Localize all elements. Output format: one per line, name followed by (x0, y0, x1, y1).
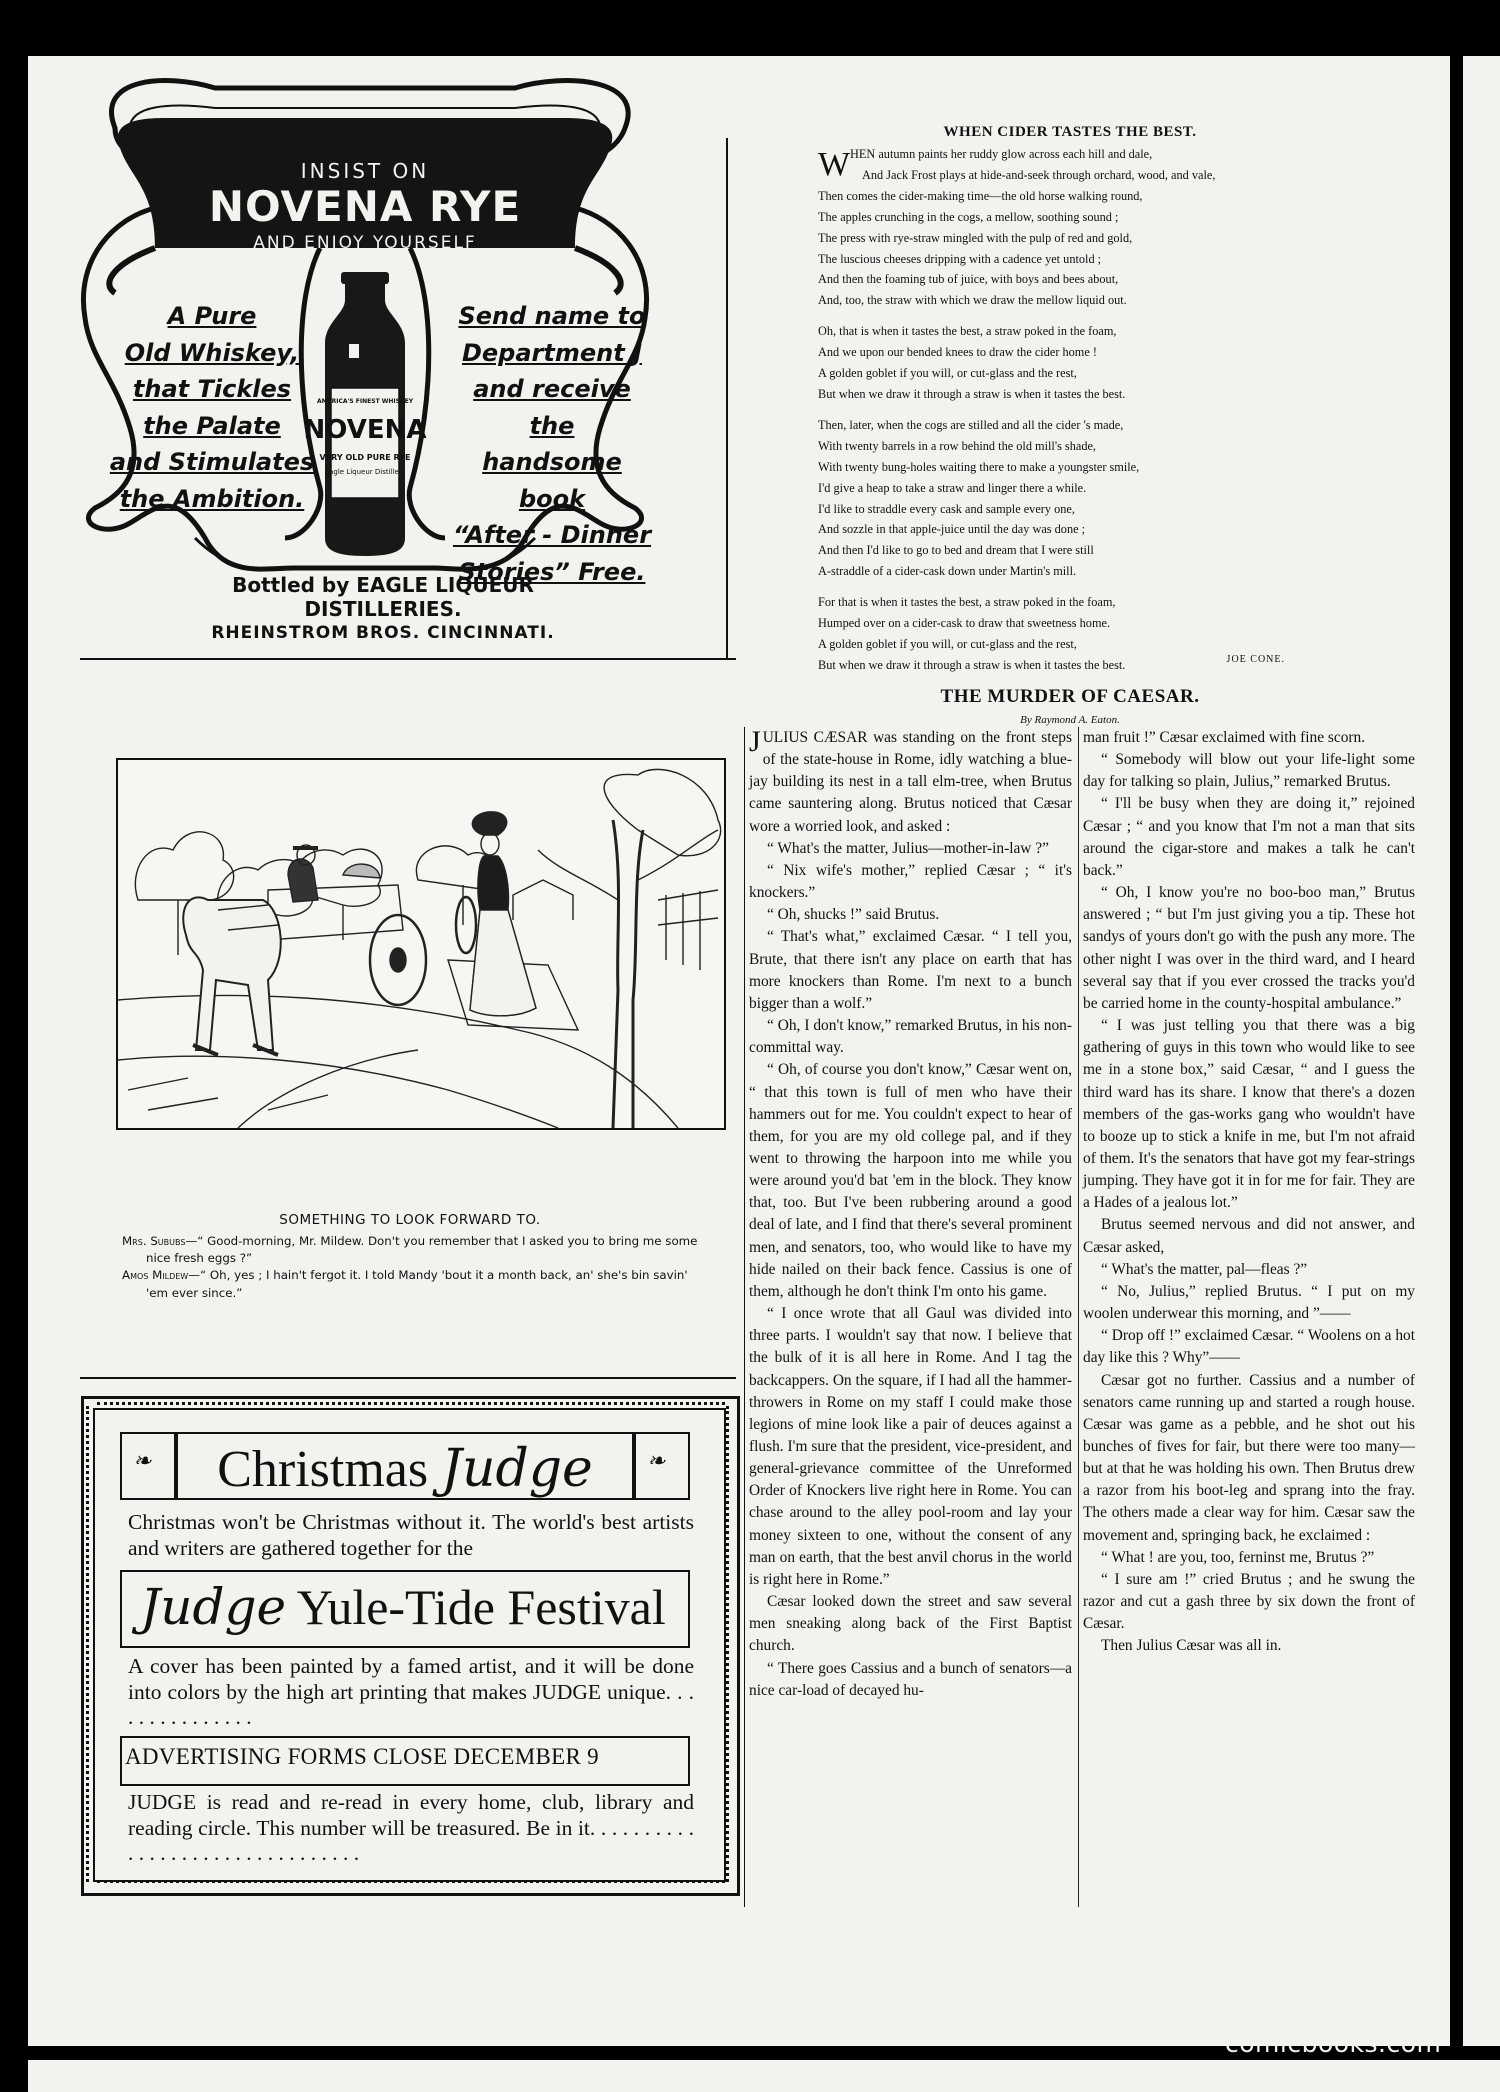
festival-text: Yule-Tide Festival (286, 1579, 666, 1635)
offer-line: “After - Dinner (452, 521, 652, 549)
speaker-dialogue: —“ Good-morning, Mr. Mildew. Don't you remember that I asked you to bring me some nice fresh eggs ?” (146, 1234, 698, 1266)
speaker-name: Amos Mildew (122, 1268, 189, 1283)
article-paragraph: Cæsar got no further. Cassius and a number of senators came running up and started a rough house. Cæsar was game as a pebble, and he shot out his bunches of fives for fair, but there were too many—but at that he was holding his own. Then Brutus drew a razor from his boot-leg and sprang into the fray. The others made a clear way for him. Cæsar saw the movement and, springing back, he exclaimed : (1083, 1371, 1415, 1544)
poem-line: For that is when it tastes the best, a straw poked in the foam, (818, 595, 1116, 610)
poem-stanza (818, 321, 1348, 405)
speaker-name: Mrs. Sububs (122, 1234, 186, 1248)
christmas-judge-title (175, 1437, 635, 1502)
bottom-page-edge (28, 2060, 1500, 2092)
poem-line: With twenty bung-holes waiting there to make a youngster smile, (818, 459, 1140, 474)
article-paragraph: “ What's the matter, Julius—mother-in-law ?” (767, 839, 1049, 857)
article-paragraph: “ I once wrote that all Gaul was divided into three parts. I wouldn't say that now. I believe that the bulk of it is all here in Rome. And I tag the backcappers. On the square, if I had all the hammer-throwers in Rome on my staff I could make those legions of mine look like a pair of deuces against a flush. I'm sure that the president, vice-president, and general-grievance committee of the Unreformed Order of Knockers live right here in Rome. You can chase around to the alley pool-room and lay your money sixteen to one, without the consent of any man on earth, that the best anvil chorus in the world is right here in Rome.” (749, 1305, 1072, 1588)
article-paragraph: Then Julius Cæsar was all in. (1101, 1637, 1282, 1655)
poem-body (818, 144, 1348, 686)
novena-rye-ad (55, 68, 675, 643)
bottle-label-line-4: Eagle Liqueur Distillers (324, 468, 406, 476)
slogan-line: and Stimulates (109, 448, 315, 476)
article-paragraph: Cæsar looked down the street and saw several men sneaking along back of the First Baptist church. (749, 1593, 1072, 1655)
article-title: THE MURDER OF CAESAR. (940, 686, 1200, 707)
article-paragraph: “ I'll be busy when they are doing it,” rejoined Cæsar ; “ and you know that I'm not a man that sits around the cigar-store and makes a talk he can't back.” (1083, 795, 1415, 879)
title-text: Christmas (217, 1441, 442, 1498)
offer-line: and receive the (473, 375, 631, 440)
column-rule (726, 138, 728, 658)
article-paragraph: Brutus seemed nervous and did not answer, and Cæsar asked, (1083, 1216, 1415, 1256)
poem-line: I'd like to straddle every cask and sample every one, (818, 501, 1075, 516)
poem-line: Then comes the cider-making time—the old horse walking round, (818, 188, 1143, 203)
poem-line: A golden goblet if you will, or cut-glass and the rest, (818, 366, 1077, 381)
bottle-label-line-2: NOVENA (303, 415, 427, 445)
article-paragraph: “ Oh, I know you're no boo-boo man,” Brutus answered ; “ but I'm just giving you a tip. These hot sandys of yours don't go with the push any more. The other night I was over in the third ward, and I heard several say that if you ever crossed the tracks you'd be carried home in the county-hospital ambulance.” (1083, 884, 1415, 1012)
cartoon-drawing (118, 760, 724, 1128)
poem-line: But when we draw it through a straw is when it tastes the best. (818, 657, 1126, 672)
speaker-dialogue: —“ Oh, yes ; I hain't fergot it. I told Mandy 'bout it a month back, an' she's bin savin' 'em ever since.” (146, 1268, 688, 1300)
judge-script-title: Judge (441, 1439, 593, 1499)
article-drop-cap: J (749, 725, 761, 758)
dotted-border (97, 1402, 725, 1407)
slogan-line: Old Whiskey, (124, 338, 300, 367)
article-paragraph: “ There goes Cassius and a bunch of senators—a nice car-load of decayed hu- (749, 1659, 1072, 1699)
offer-line: handsome book (482, 448, 622, 513)
poem-line: And Jack Frost plays at hide-and-seek through orchard, wood, and vale, (862, 167, 1216, 182)
article-paragraph (749, 727, 1072, 838)
poem-drop-cap: W (818, 146, 851, 183)
poem-line: With twenty barrels in a row behind the old mill's shade, (818, 438, 1097, 453)
site-watermark: comicbooks.com (1225, 2029, 1442, 2058)
ad-right-offer (447, 298, 657, 590)
article-paragraph: “ Nix wife's mother,” replied Cæsar ; “ it's knockers.” (749, 861, 1072, 902)
article-paragraph: “ I sure am !” cried Brutus ; and he swung the razor and cut a gash three by six down the front of Cæsar. (1083, 1570, 1415, 1633)
poem-line: The luscious cheeses dripping with a cadence yet untold ; (818, 251, 1102, 266)
article-column-1 (749, 727, 1072, 1702)
slogan-line: that Tickles (132, 375, 292, 403)
novena-rye-brand: NOVENA RYE (208, 182, 522, 231)
article-paragraph: “ That's what,” exclaimed Cæsar. “ I tell you, Brute, that there isn't any place on earth that has more knockers than Rome. I'm next to a bunch bigger than a wolf.” (749, 928, 1072, 1012)
poem-line: And we upon our bended knees to draw the cider home ! (818, 345, 1097, 360)
article-paragraph: “ What's the matter, pal—fleas ?” (1101, 1260, 1308, 1278)
poem-stanza (818, 415, 1348, 582)
adjacent-page-edge (1463, 56, 1500, 2046)
poem-line: I'd give a heap to take a straw and linger there a while. (818, 480, 1087, 495)
article-paragraph: “ Oh, shucks !” said Brutus. (767, 906, 940, 924)
poem-line: And, too, the straw with which we draw the mellow liquid out. (818, 293, 1127, 308)
cartoon-caption-title: SOMETHING TO LOOK FORWARD TO. (279, 1212, 541, 1228)
slogan-line: the Ambition. (119, 484, 305, 513)
article-paragraph: “ Oh, of course you don't know,” Cæsar went on, “ that this town is full of men who have their hammers out for me. You couldn't expect to hear of them, for you are my old college pal, and if they went to throwing the harpoon into me while you were around you'd bat 'em in the block. They know that, too. But I've been rubbering around a good deal of late, and I find that there's several prominent men, and senators, too, who would like to have my hide nailed on their back fence. Cassius is one of them, although he don't think I'm onto his game. (749, 1061, 1072, 1300)
article-paragraph: “ Oh, I don't know,” remarked Brutus, in his non-committal way. (749, 1017, 1072, 1057)
poem-author: JOE CONE. (1226, 654, 1285, 665)
article-paragraph: “ What ! are you, too, ferninst me, Brutus ?” (1101, 1548, 1375, 1566)
offer-line: Stories” Free. (458, 557, 646, 586)
advertising-deadline: ADVERTISING FORMS CLOSE DECEMBER 9 (125, 1744, 599, 1769)
section-rule (80, 658, 736, 660)
cartoon-caption (122, 1233, 712, 1302)
bottle-label-line-3: VERY OLD PURE RYE (319, 453, 411, 462)
judge-script-title: Judge (140, 1578, 287, 1636)
leaf-ornament-icon: ❧ (647, 1448, 666, 1473)
caption-line-1 (122, 1233, 712, 1267)
article-byline: By Raymond A. Eaton. (1020, 714, 1120, 726)
slogan-line: the Palate (143, 411, 281, 440)
bottle-label-line-1: AMERICA'S FINEST WHISKEY (316, 398, 414, 405)
article-paragraph: man fruit !” Cæsar exclaimed with fine scorn. (1083, 729, 1366, 746)
insist-on-text: INSIST ON (300, 159, 430, 183)
makers-text: RHEINSTROM BROS. CINCINNATI. (211, 623, 555, 643)
distiller-credit (173, 573, 593, 645)
poem-line: Then, later, when the cogs are stilled and all the cider 's made, (818, 417, 1124, 432)
column-rule (744, 727, 745, 1907)
poem-line: And sozzle in that apple-juice until the day was done ; (818, 522, 1086, 537)
poem-title: WHEN CIDER TASTES THE BEST. (943, 124, 1197, 140)
offer-line: Send name to (458, 302, 646, 330)
caption-line-2 (122, 1267, 712, 1301)
leaf-ornament-icon: ❧ (133, 1448, 152, 1473)
slogan-line: A Pure (167, 302, 257, 330)
poem-line: Humped over on a cider-cask to draw that sweetness home. (818, 616, 1111, 631)
judge-ad-text-1: Christmas won't be Christmas without it. The world's best artists and writers are gathered together for the (128, 1510, 694, 1560)
poem-line: But when we draw it through a straw is when it tastes the best. (818, 386, 1126, 401)
column-rule (1078, 727, 1079, 1907)
section-rule (80, 1377, 736, 1379)
poem-stanza (818, 144, 1348, 311)
poem-line: A-straddle of a cider-cask down under Martin's mill. (818, 564, 1077, 579)
paragraph-text: ULIUS CÆSAR was standing on the front steps of the state-house in Rome, idly watching a blue-jay building its nest in a tall elm-tree, when Brutus came sauntering along. Brutus noticed that Cæsar wore a worried look, and asked : (749, 729, 1072, 835)
bottled-by-text: Bottled by EAGLE LIQUEUR DISTILLERIES. (232, 573, 534, 621)
article-paragraph: “ I was just telling you that there was a big gathering of guys in this town who would like to see me in a stone box,” said Cæsar, “ and I guess the third ward has its share. I know that there's a dozen members of the gas-works gang who wouldn't have to booze up to stick a knife in me, but I'm not afraid of them. It's the senators that have got my fear-strings jumping. They have got it in for me for fair. They are a Hades of a jealous lot.” (1083, 1017, 1415, 1212)
poem-line: And then I'd like to go to bed and dream that I were still (818, 543, 1094, 558)
yule-tide-festival-title (120, 1577, 686, 1637)
poem-line: HEN autumn paints her ruddy glow across each hill and dale, (850, 147, 1153, 161)
article-paragraph: “ Drop off !” exclaimed Cæsar. “ Woolens on a hot day like this ? Why”—— (1083, 1327, 1415, 1367)
poem-line: The press with rye-straw mingled with the pulp of red and gold, (818, 230, 1133, 245)
cartoon-illustration (116, 758, 726, 1130)
judge-ad-text-3: JUDGE is read and re-read in every home, club, library and reading circle. This number will be treasured. Be in it. . . . . . . . . . . . . . . . . . . . . . . . . . . . . . . . (128, 1790, 694, 1865)
poem-line: The apples crunching in the cogs, a mellow, soothing sound ; (818, 209, 1119, 224)
offer-line: Department J (461, 338, 642, 367)
dotted-border (726, 1406, 731, 1882)
enjoy-yourself-text: AND ENJOY YOURSELF (253, 233, 477, 253)
article-paragraph: “ No, Julius,” replied Brutus. “ I put on my woolen underwear this morning, and ”—— (1083, 1282, 1415, 1323)
dotted-border (97, 1880, 725, 1885)
poem-line: And then the foaming tub of juice, with boys and bees about, (818, 272, 1119, 287)
poem-line: A golden goblet if you will, or cut-glass and the rest, (818, 636, 1077, 651)
dotted-border (86, 1406, 91, 1882)
article-column-2 (1083, 727, 1415, 1658)
ad-left-slogan (107, 298, 317, 517)
poem-line: Oh, that is when it tastes the best, a straw poked in the foam, (818, 324, 1117, 339)
article-paragraph: “ Somebody will blow out your life-light some day for talking so plain, Julius,” remarked Brutus. (1083, 751, 1415, 791)
judge-ad-text-2: A cover has been painted by a famed artist, and it will be done into colors by the high art printing that makes JUDGE unique. . . . . . . . . . . . . . . (128, 1654, 694, 1729)
